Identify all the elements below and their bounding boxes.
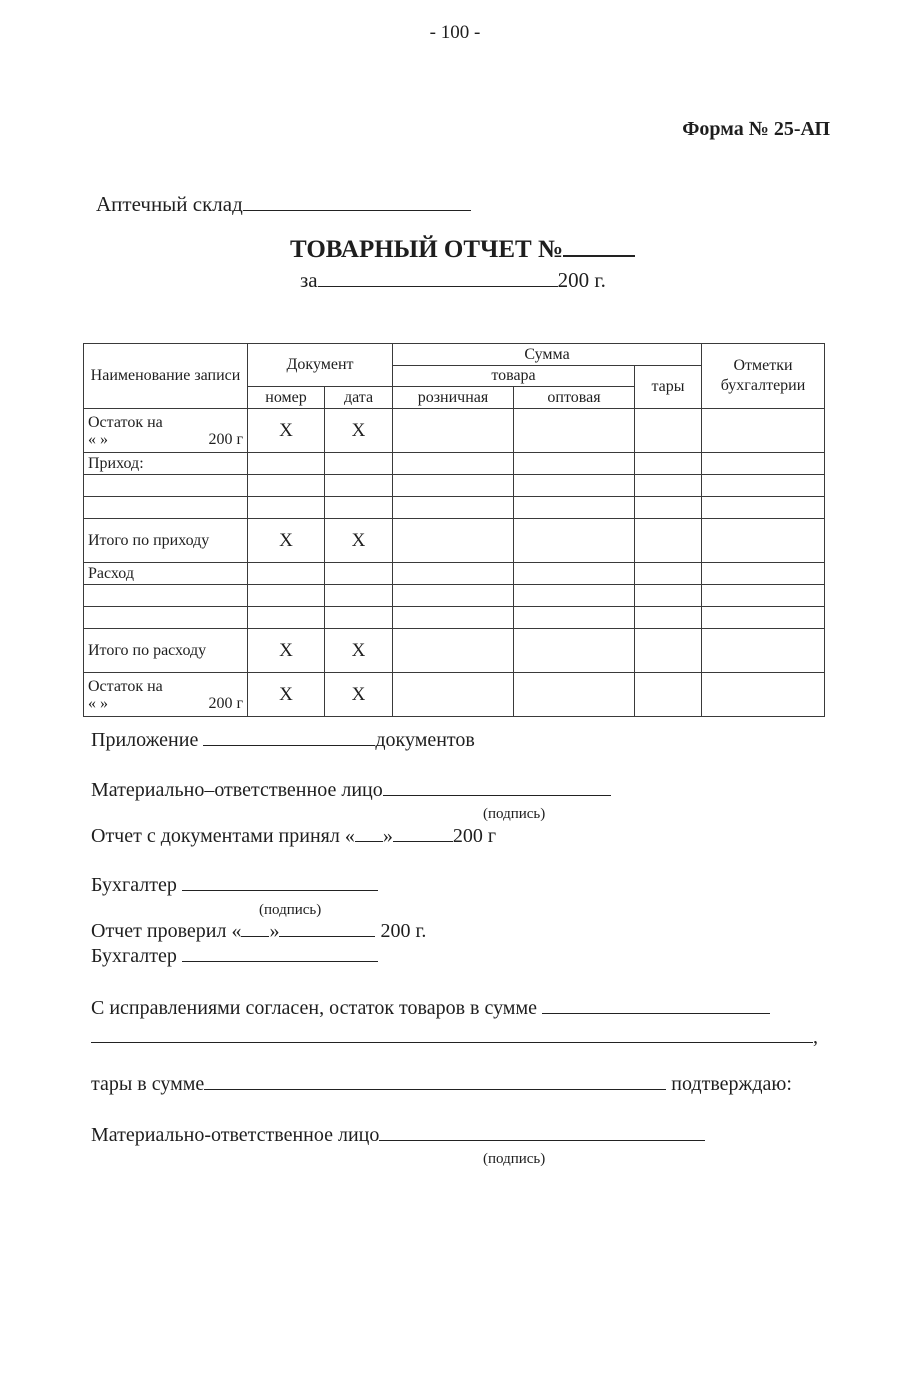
accepted-day-blank xyxy=(355,840,383,842)
cell xyxy=(702,453,825,475)
opening-line1: Остаток на xyxy=(88,413,163,431)
checked-year: 200 г. xyxy=(380,920,427,942)
cell xyxy=(393,585,514,607)
attachment-suffix: документов xyxy=(375,729,475,751)
table-row xyxy=(84,585,825,607)
checked-day-blank xyxy=(241,935,269,937)
cell xyxy=(514,519,635,563)
period-line xyxy=(300,268,606,293)
cell xyxy=(393,607,514,629)
cell xyxy=(702,409,825,453)
cell xyxy=(514,563,635,585)
accepted-line xyxy=(91,825,496,848)
table-row xyxy=(84,607,825,629)
cell xyxy=(248,497,325,519)
cell xyxy=(393,519,514,563)
warehouse-line xyxy=(96,192,471,217)
tare-sum-suffix: подтверждаю: xyxy=(671,1073,792,1095)
signature-note-3: (подпись) xyxy=(483,1151,546,1167)
cell xyxy=(514,629,635,673)
cell xyxy=(635,629,702,673)
agreement-blank-2 xyxy=(91,1041,813,1043)
cell xyxy=(514,673,635,717)
income-total-label: Итого по приходу xyxy=(84,519,248,563)
opening-balance-label xyxy=(84,409,248,453)
responsible-person-line-2 xyxy=(91,1124,705,1147)
accepted-year: 200 г xyxy=(452,825,497,847)
cell xyxy=(393,563,514,585)
cell xyxy=(702,585,825,607)
header-name: Наименование записи xyxy=(84,344,248,409)
period-prefix: за xyxy=(300,268,318,292)
header-accounting: Отметки бухгалтерии xyxy=(702,344,825,409)
table-row-opening xyxy=(84,409,825,453)
accountant-blank-1 xyxy=(182,889,378,891)
cell xyxy=(248,563,325,585)
responsible-person-label-2: Материально-ответственное лицо xyxy=(91,1124,380,1146)
opening-number-cross: X xyxy=(248,409,325,453)
cell xyxy=(325,453,393,475)
accepted-prefix: Отчет с документами принял « xyxy=(91,825,355,847)
closing-date-quote: « » xyxy=(88,694,108,712)
income-total-date-cross: X xyxy=(325,519,393,563)
cell xyxy=(393,629,514,673)
agreement-comma: , xyxy=(813,1026,818,1048)
accountant-blank-2 xyxy=(182,960,378,962)
cell xyxy=(514,453,635,475)
cell xyxy=(702,607,825,629)
checked-line xyxy=(91,920,426,943)
cell xyxy=(393,453,514,475)
cell xyxy=(325,497,393,519)
cell xyxy=(325,475,393,497)
attachment-blank xyxy=(203,744,375,746)
cell xyxy=(635,519,702,563)
cell xyxy=(325,563,393,585)
closing-number-cross: X xyxy=(248,673,325,717)
income-total-number-cross: X xyxy=(248,519,325,563)
cell xyxy=(393,673,514,717)
accountant-label-1: Бухгалтер xyxy=(91,874,177,896)
header-doc-number: номер xyxy=(248,387,325,409)
cell xyxy=(702,563,825,585)
signature-note-2: (подпись) xyxy=(259,902,322,918)
cell xyxy=(514,585,635,607)
accepted-month-blank xyxy=(393,840,453,842)
cell xyxy=(635,409,702,453)
report-title: ТОВАРНЫЙ ОТЧЕТ № xyxy=(290,236,564,263)
table-row-income-total xyxy=(84,519,825,563)
checked-month-blank xyxy=(279,935,375,937)
closing-date-cross: X xyxy=(325,673,393,717)
cell xyxy=(702,519,825,563)
cell xyxy=(84,497,248,519)
cell xyxy=(84,475,248,497)
responsible-person-line-1 xyxy=(91,779,611,802)
report-number-blank xyxy=(563,254,635,257)
cell xyxy=(702,497,825,519)
goods-report-table xyxy=(83,343,825,717)
closing-line1: Остаток на xyxy=(88,677,163,695)
table-row-expense-total xyxy=(84,629,825,673)
cell xyxy=(514,607,635,629)
cell xyxy=(248,607,325,629)
warehouse-label: Аптечный склад xyxy=(96,192,243,216)
cell xyxy=(248,475,325,497)
table-row-income xyxy=(84,453,825,475)
closing-balance-label xyxy=(84,673,248,717)
period-year: 200 г. xyxy=(557,268,606,292)
cell xyxy=(393,409,514,453)
cell xyxy=(635,585,702,607)
expense-total-number-cross: X xyxy=(248,629,325,673)
attachment-prefix: Приложение xyxy=(91,729,199,751)
cell xyxy=(702,629,825,673)
header-document: Документ xyxy=(248,344,393,387)
cell xyxy=(702,475,825,497)
form-number: Форма № 25-АП xyxy=(682,118,830,140)
agreement-line xyxy=(91,997,770,1020)
cell xyxy=(514,409,635,453)
cell xyxy=(514,497,635,519)
period-blank xyxy=(318,285,558,287)
agreement-text: С исправлениями согласен, остаток товаров в сумме xyxy=(91,997,537,1019)
table-row-closing xyxy=(84,673,825,717)
accountant-label-2: Бухгалтер xyxy=(91,945,177,967)
cell xyxy=(248,453,325,475)
tare-sum-line xyxy=(91,1073,792,1096)
expense-label: Расход xyxy=(84,563,248,585)
cell xyxy=(325,607,393,629)
cell xyxy=(393,497,514,519)
cell xyxy=(84,585,248,607)
accepted-mid: » xyxy=(382,825,393,847)
tare-sum-prefix: тары в сумме xyxy=(91,1073,205,1095)
cell xyxy=(702,673,825,717)
opening-year: 200 г xyxy=(208,430,243,448)
cell xyxy=(393,475,514,497)
expense-total-date-cross: X xyxy=(325,629,393,673)
cell xyxy=(635,673,702,717)
opening-date-cross: X xyxy=(325,409,393,453)
cell xyxy=(248,585,325,607)
income-label: Приход: xyxy=(84,453,248,475)
table-row xyxy=(84,475,825,497)
report-title-line xyxy=(290,236,635,264)
header-retail: розничная xyxy=(393,387,514,409)
opening-date-quote: « » xyxy=(88,430,108,448)
tare-sum-blank xyxy=(204,1088,666,1090)
attachment-line xyxy=(91,729,475,752)
cell xyxy=(635,453,702,475)
closing-year: 200 г xyxy=(208,694,243,712)
agreement-continuation xyxy=(91,1026,818,1049)
cell xyxy=(635,497,702,519)
cell xyxy=(635,563,702,585)
header-wholesale: оптовая xyxy=(514,387,635,409)
table-row-expense xyxy=(84,563,825,585)
checked-prefix: Отчет проверил « xyxy=(91,920,242,942)
header-tare: тары xyxy=(635,366,702,409)
cell xyxy=(635,607,702,629)
cell xyxy=(325,585,393,607)
header-sum: Сумма xyxy=(393,344,702,366)
accountant-line-1 xyxy=(91,874,378,897)
responsible-person-blank-1 xyxy=(383,794,611,796)
expense-total-label: Итого по расходу xyxy=(84,629,248,673)
checked-mid: » xyxy=(269,920,280,942)
header-goods: товара xyxy=(393,366,635,387)
cell xyxy=(635,475,702,497)
table-row xyxy=(84,497,825,519)
page-number: - 100 - xyxy=(429,22,481,43)
cell xyxy=(514,475,635,497)
cell xyxy=(84,607,248,629)
responsible-person-blank-2 xyxy=(379,1139,705,1141)
signature-note-1: (подпись) xyxy=(483,806,546,822)
agreement-blank xyxy=(542,1012,770,1014)
accountant-line-2 xyxy=(91,945,378,968)
responsible-person-label-1: Материально–ответственное лицо xyxy=(91,779,383,801)
warehouse-blank xyxy=(243,209,471,211)
header-doc-date: дата xyxy=(325,387,393,409)
